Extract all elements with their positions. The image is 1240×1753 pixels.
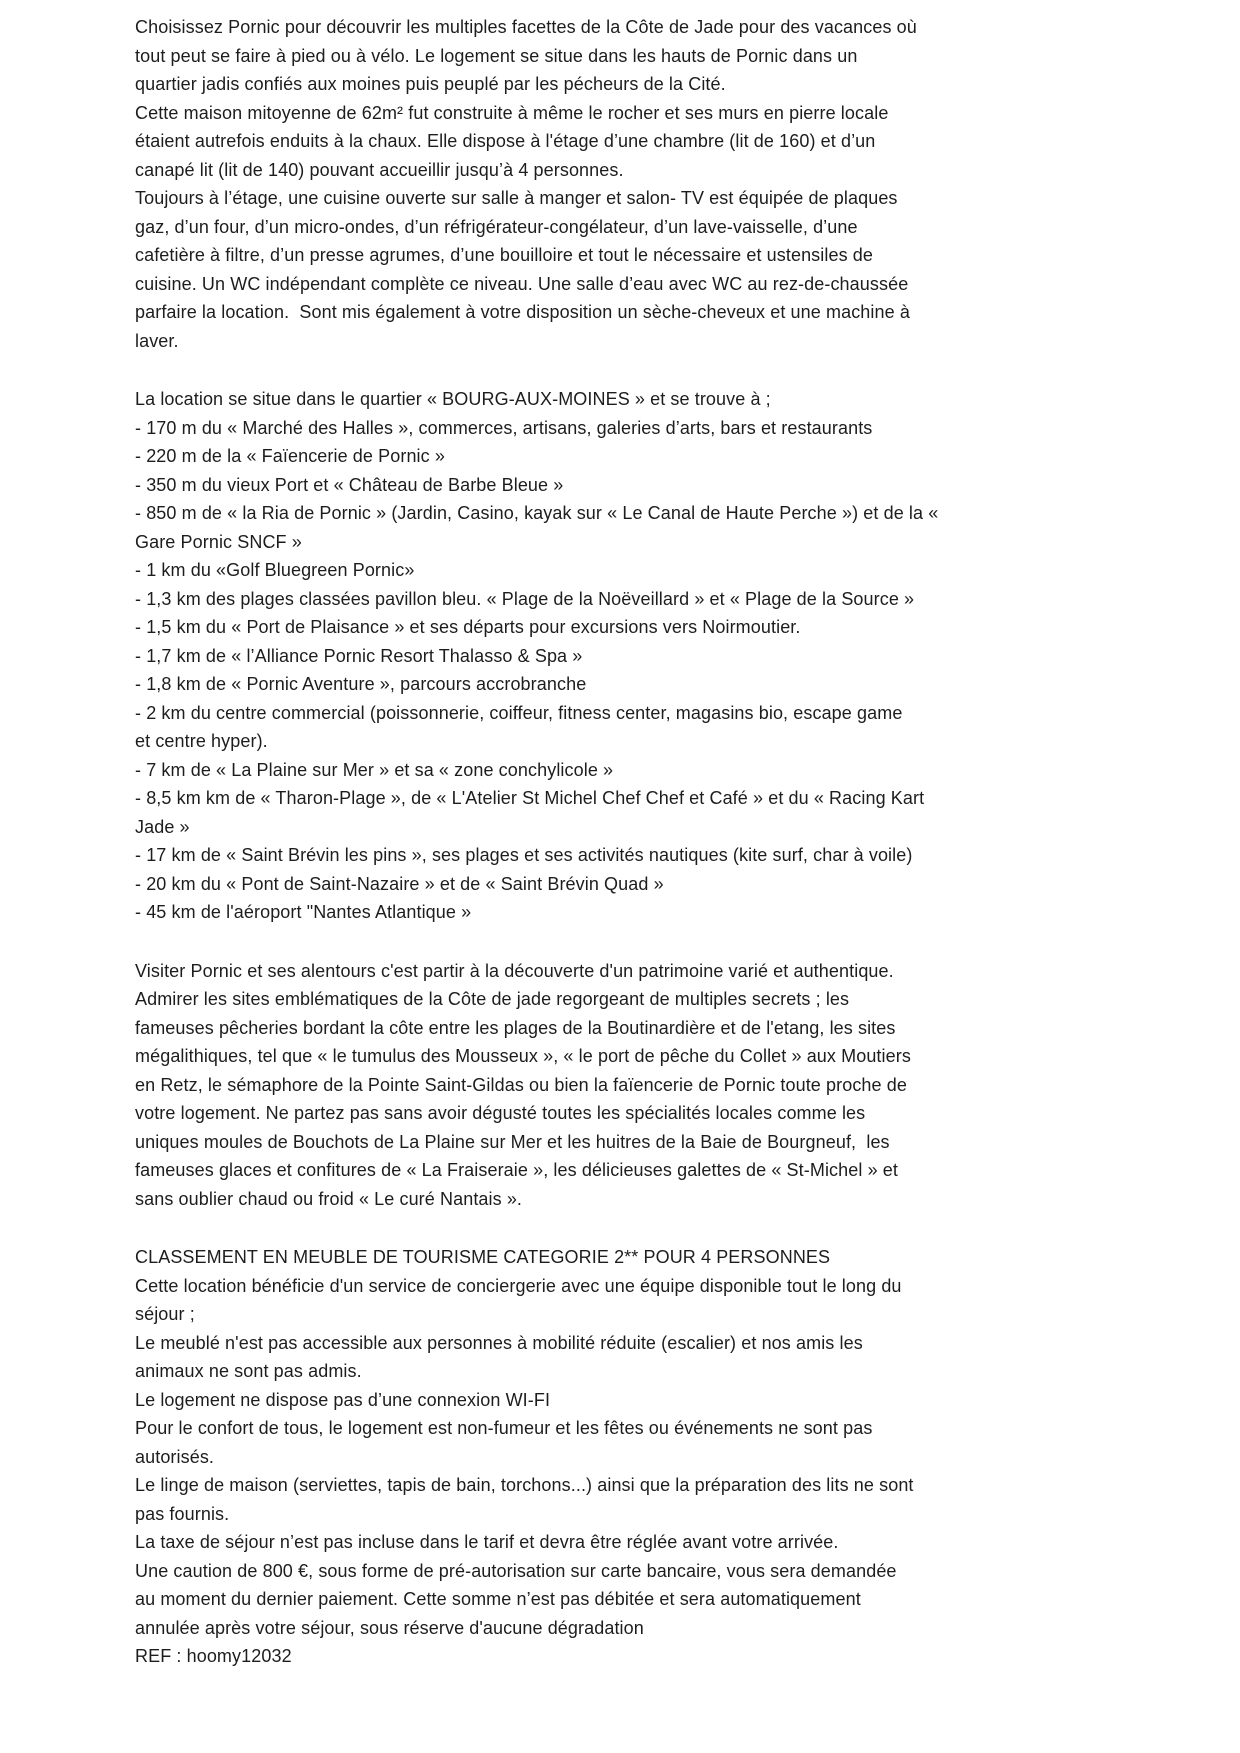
text-line: - 1,5 km du « Port de Plaisance » et ses départs pour excursions vers Noirmoutier.	[135, 617, 801, 637]
intro-paragraphs	[135, 13, 1150, 355]
text-line: quartier jadis confiés aux moines puis peuplé par les pécheurs de la Cité.	[135, 74, 726, 94]
text-line: - 350 m du vieux Port et « Château de Barbe Bleue »	[135, 474, 564, 495]
text-line: - 1,3 km des plages classées pavillon bleu. « Plage de la Noëveillard » et « Plage de la Source »	[135, 588, 915, 609]
text-line: - 170 m du « Marché des Halles », commerces, artisans, galeries d’arts, bars et restaurants	[135, 417, 873, 438]
text-line: fameuses pêcheries bordant la côte entre les plages de la Boutinardière et de l'etang, les sites	[135, 1017, 896, 1038]
text-line: animaux ne sont pas admis.	[135, 1361, 362, 1381]
text-line: au moment du dernier paiement. Cette somme n’est pas débitée et sera automatiquement	[135, 1589, 861, 1609]
text-line: REF : hoomy12032	[135, 1646, 292, 1666]
text-line: pas fournis.	[135, 1503, 230, 1524]
text-line: cafetière à filtre, d’un presse agrumes, d’une bouilloire et tout le nécessaire et ustensiles de	[135, 245, 874, 265]
surroundings-paragraph	[135, 957, 1150, 1214]
text-line: Jade »	[135, 816, 190, 837]
text-line: autorisés.	[135, 1446, 215, 1467]
text-line: laver.	[135, 330, 179, 351]
text-line: fameuses glaces et confitures de « La Fraiseraie », les délicieuses galettes de « St-Michel » et	[135, 1160, 898, 1180]
text-line: Cette maison mitoyenne de 62m² fut construite à même le rocher et ses murs en pierre locale	[135, 102, 889, 123]
text-line: - 2 km du centre commercial (poissonnerie, coiffeur, fitness center, magasins bio, escape game	[135, 702, 903, 723]
text-line: gaz, d’un four, d’un micro-ondes, d’un réfrigérateur-congélateur, d’un lave-vaisselle, d’une	[135, 216, 858, 237]
text-line: - 850 m de « la Ria de Pornic » (Jardin, Casino, kayak sur « Le Canal de Haute Perche ») et de la «	[135, 503, 939, 523]
text-line: Pour le confort de tous, le logement est non-fumeur et les fêtes ou événements ne sont pas	[135, 1418, 873, 1438]
text-line: Choisissez Pornic pour découvrir les multiples facettes de la Côte de Jade pour des vacances où	[135, 17, 917, 37]
text-line: - 1 km du «Golf Bluegreen Pornic»	[135, 560, 415, 580]
text-line: Une caution de 800 €, sous forme de pré-autorisation sur carte bancaire, vous sera demandée	[135, 1560, 897, 1581]
text-line: - 8,5 km km de « Tharon-Plage », de « L'Atelier St Michel Chef Chef et Café » et du « Racing Kart	[135, 788, 925, 808]
text-line: - 1,8 km de « Pornic Aventure », parcours accrobranche	[135, 674, 587, 694]
text-line: séjour ;	[135, 1304, 195, 1324]
text-line: - 1,7 km de « l’Alliance Pornic Resort Thalasso & Spa »	[135, 645, 583, 666]
text-line: Admirer les sites emblématiques de la Côte de jade regorgeant de multiples secrets ; les	[135, 989, 850, 1009]
location-distances-list	[135, 385, 1150, 927]
text-line: Visiter Pornic et ses alentours c'est partir à la découverte d'un patrimoine varié et authentique.	[135, 960, 894, 981]
text-line: votre logement. Ne partez pas sans avoir dégusté toutes les spécialités locales comme les	[135, 1103, 866, 1123]
text-line: Le linge de maison (serviettes, tapis de bain, torchons...) ainsi que la préparation des lits ne sont	[135, 1475, 914, 1495]
text-line: Gare Pornic SNCF »	[135, 531, 302, 552]
text-line: Le meublé n'est pas accessible aux personnes à mobilité réduite (escalier) et nos amis les	[135, 1332, 863, 1353]
text-line: mégalithiques, tel que « le tumulus des Mousseux », « le port de pêche du Collet » aux Moutiers	[135, 1046, 911, 1066]
text-line: cuisine. Un WC indépendant complète ce niveau. Une salle d’eau avec WC au rez-de-chaussée	[135, 273, 909, 294]
text-line: et centre hyper).	[135, 731, 268, 751]
text-line: uniques moules de Bouchots de La Plaine sur Mer et les huitres de la Baie de Bourgneuf, les	[135, 1131, 890, 1152]
text-line: tout peut se faire à pied ou à vélo. Le logement se situe dans les hauts de Pornic dans un	[135, 45, 858, 66]
text-line: - 45 km de l'aéroport "Nantes Atlantique »	[135, 902, 472, 922]
text-line: - 7 km de « La Plaine sur Mer » et sa « zone conchylicole »	[135, 759, 614, 780]
text-line: étaient autrefois enduits à la chaux. Elle dispose à l'étage d’une chambre (lit de 160) et d’un	[135, 131, 876, 151]
text-line: La location se situe dans le quartier « BOURG-AUX-MOINES » et se trouve à ;	[135, 389, 771, 409]
text-line: en Retz, le sémaphore de la Pointe Saint-Gildas ou bien la faïencerie de Pornic toute proche de	[135, 1074, 907, 1095]
text-line: Le logement ne dispose pas d’une connexion WI-FI	[135, 1389, 551, 1410]
text-line: - 17 km de « Saint Brévin les pins », ses plages et ses activités nautiques (kite surf, char à voile)	[135, 845, 913, 865]
text-line: CLASSEMENT EN MEUBLE DE TOURISME CATEGORIE 2** POUR 4 PERSONNES	[135, 1247, 831, 1267]
text-line: - 220 m de la « Faïencerie de Pornic »	[135, 446, 445, 466]
text-line: - 20 km du « Pont de Saint-Nazaire » et de « Saint Brévin Quad »	[135, 873, 664, 894]
text-line: parfaire la location. Sont mis également à votre disposition un sèche-cheveux et une machine à	[135, 302, 910, 322]
text-line: annulée après votre séjour, sous réserve d'aucune dégradation	[135, 1617, 644, 1638]
text-line: Cette location bénéficie d'un service de conciergerie avec une équipe disponible tout le long du	[135, 1275, 902, 1296]
text-line: Toujours à l’étage, une cuisine ouverte sur salle à manger et salon- TV est équipée de plaques	[135, 188, 898, 208]
conditions-and-classification	[135, 1243, 1150, 1671]
text-line: canapé lit (lit de 140) pouvant accueillir jusqu’à 4 personnes.	[135, 159, 624, 180]
text-line: La taxe de séjour n’est pas incluse dans le tarif et devra être réglée avant votre arrivée.	[135, 1532, 839, 1552]
text-line: sans oublier chaud ou froid « Le curé Nantais ».	[135, 1188, 523, 1209]
